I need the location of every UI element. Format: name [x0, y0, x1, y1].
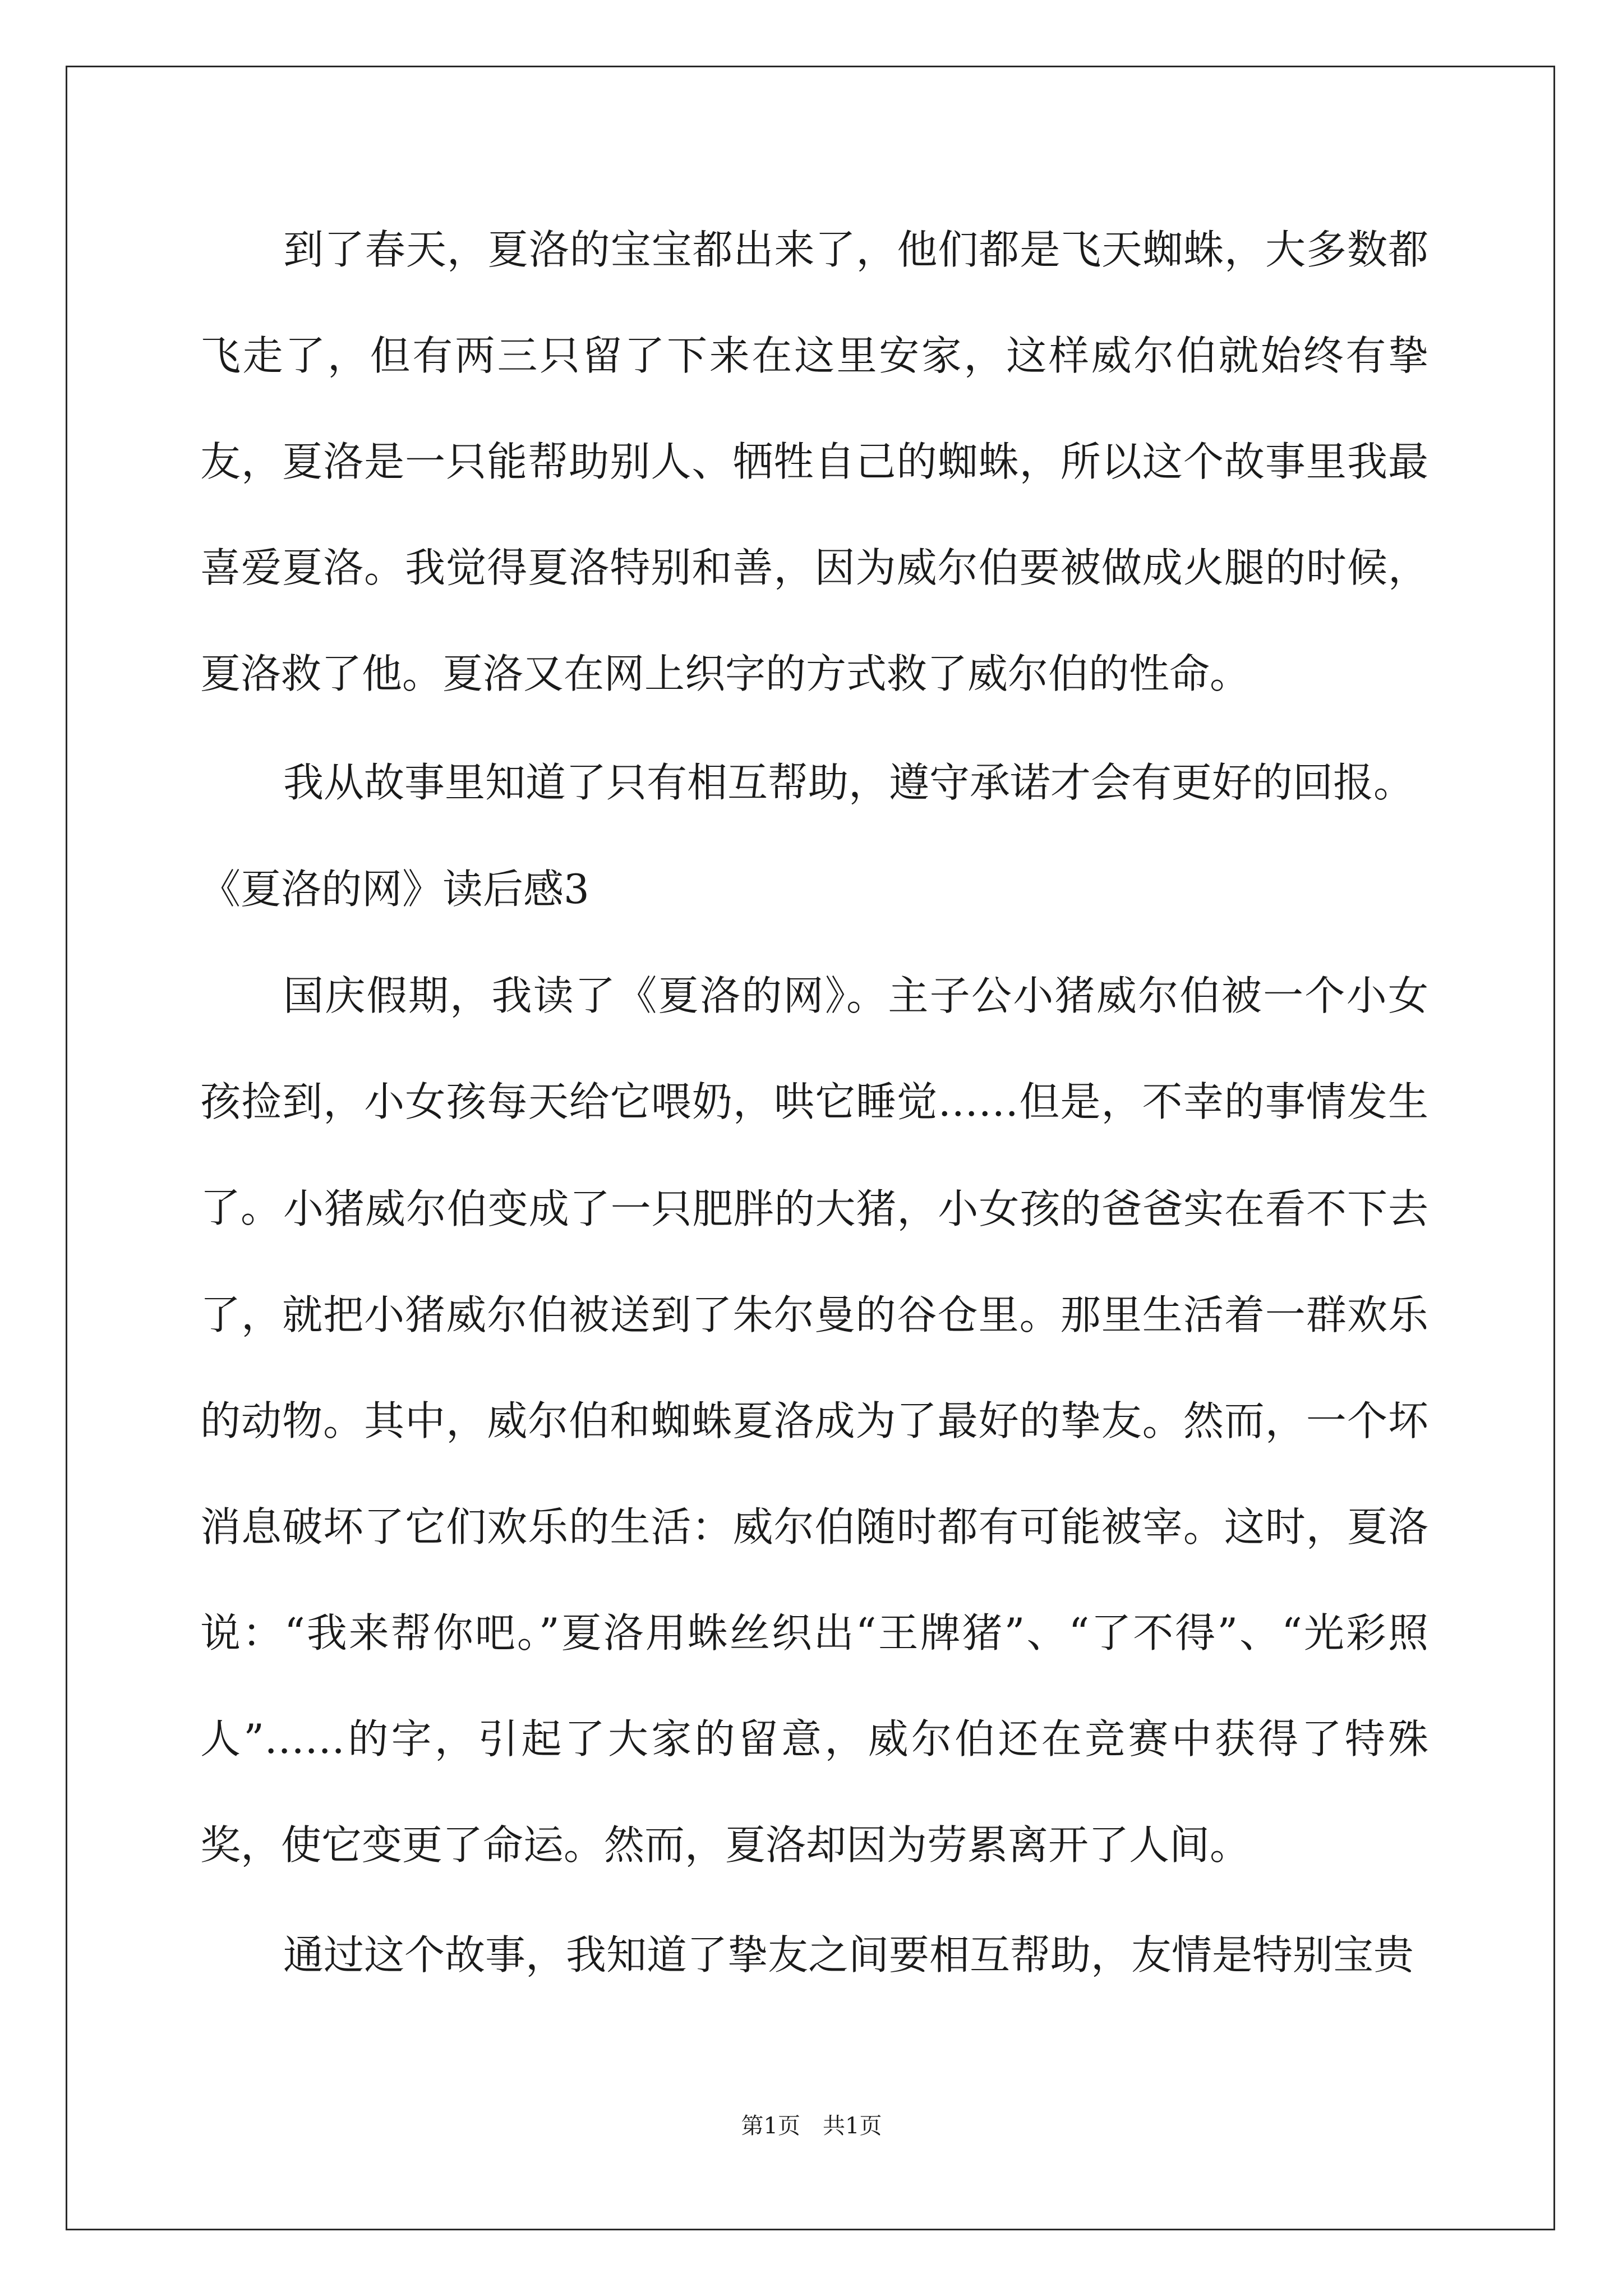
paragraph-5: 通过这个故事，我知道了挚友之间要相互帮助，友情是特别宝贵	[283, 1931, 1414, 1978]
page-number-footer: 第1页 共1页	[741, 2113, 882, 2139]
paragraph-4: 小猪威尔伯变成了一只肥胖的大猪，小女孩的爸爸实在看不下去了，就把小猪威尔伯被送到了朱尔曼的谷仓里。那里生活着一群欢乐的动物。其中，威尔伯和蜘蛛夏洛成为了最好的挚友。然而，一个坏消息破坏了它们欢乐的生活：威尔伯随时都有可能被宰。这时，夏洛说：“我来帮你吧。”夏洛用蛛丝织出“王牌猪”、“了不得”、“光彩照人”……的字，引起了大家的留意，威尔伯还在竞赛中获得了特殊奖，使它变更了命运。然而，夏洛却因为劳累离开了人间。	[200, 1185, 1428, 1869]
paragraph-2: 我从故事里知道了只有相互帮助，遵守承诺才会有更好的回报。	[283, 759, 1414, 806]
paragraph-1: 到了春天，夏洛的宝宝都出来了，他们都是飞天蜘蛛，大多数都飞走了，但有两三只留了下来在这里安家，这样威尔伯就始终有挚友，夏洛是一只能帮助别人、牺牲自己的蜘蛛，所以这个故事里我最喜爱夏洛。我觉得夏洛特别和善，因为威尔伯要被做成火腿的时候，夏洛救了他。夏洛又在网上织字的方式救了威尔伯的性命。	[200, 226, 1428, 697]
paragraph-3: 国庆假期，我读了《夏洛的网》。主子公小猪威尔伯被一个小女孩捡到，小女孩每天给它喂奶，哄它睡觉……但是，不幸的事情发生了。	[200, 972, 1428, 1231]
section-heading: 《夏洛的网》读后感3	[200, 866, 589, 913]
